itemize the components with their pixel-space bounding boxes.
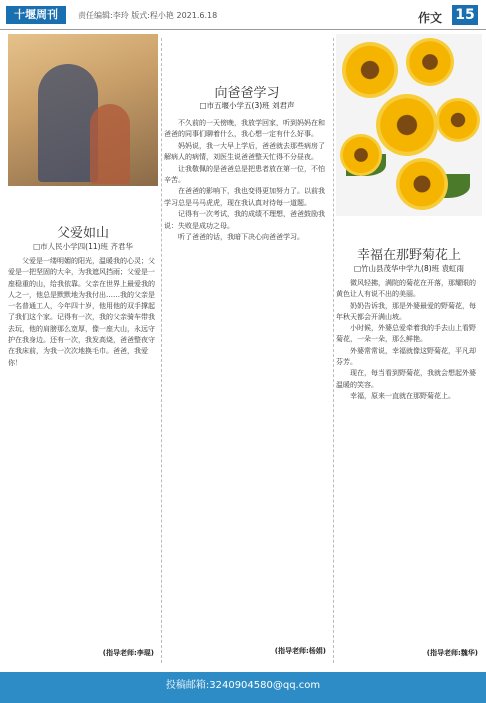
flower (406, 38, 454, 86)
photo-figure-father (38, 64, 98, 182)
article-tutor: (指导老师:李琨) (102, 649, 154, 657)
column-divider (161, 38, 162, 663)
chrysanthemum-photo (336, 34, 482, 216)
paragraph: 现在，每当看到野菊花，我就会想起外婆温暖的笑容。 (336, 369, 476, 389)
photo-figure-child (90, 104, 130, 184)
paragraph: 幸福，原来一直就在那野菊花上。 (350, 391, 455, 400)
article-body (164, 118, 330, 243)
paragraph: 外婆常常说，幸福就像这野菊花，平凡却芬芳。 (336, 346, 476, 367)
paragraph: 记得有一次考试，我的成绩不理想，爸爸鼓励我说：失败是成功之母。 (164, 210, 325, 230)
paragraph: 小时候，外婆总爱牵着我的手去山上看野菊花，一朵一朵，那么鲜艳。 (336, 324, 476, 344)
paragraph: 在爸爸的影响下，我也变得更加努力了。以前我学习总是马马虎虎，现在我认真对待每一道题。 (164, 187, 325, 207)
father-photo (8, 34, 158, 186)
editor-meta: 责任编辑:李玲 版式:程小艳 2021.6.18 (78, 11, 218, 20)
article-title: 向爸爸学习 (214, 86, 280, 101)
paragraph: 听了爸爸的话，我暗下决心向爸爸学习。 (178, 233, 304, 242)
submission-email: 投稿邮箱:3240904580@qq.com (0, 672, 486, 703)
section-title: 作文 (418, 11, 443, 25)
article-right (336, 34, 482, 662)
article-left (8, 34, 158, 662)
paragraph: 微风轻拂，满院的菊花在开落，那耀眼的黄色让人有说不出的美丽。 (336, 279, 476, 299)
flower (436, 98, 480, 142)
article-author: □市五堰小学五(3)班 刘君声 (199, 101, 295, 110)
flower (340, 134, 382, 176)
article-author: □竹山县茂华中学九(8)班 袁虹雨 (353, 264, 465, 273)
paragraph: 奶奶告诉我，那是外婆最爱的野菊花，每年秋天都会开满山坡。 (336, 301, 476, 321)
column-divider (333, 38, 334, 663)
flower (396, 158, 448, 210)
flower (376, 94, 438, 156)
article-title: 父爱如山 (56, 226, 109, 241)
paragraph: 让我敬佩的是爸爸总是把患者放在第一位，不怕辛苦。 (164, 164, 325, 185)
article-author: □市人民小学四(11)班 齐君华 (33, 242, 133, 251)
article-tutor: (指导老师:魏华) (426, 649, 478, 657)
article-tutor: (指导老师:杨娟) (274, 647, 326, 655)
page-number: 15 (452, 5, 478, 25)
flower (342, 42, 398, 98)
article-body: 父爱是一缕明媚的阳光，温暖我的心灵；父爱是一把坚固的大伞，为我遮风挡雨；父爱是一座稳重的山，给我依靠。父亲在世界上最爱我的人之一，他总是默默地为我付出……我的父亲是一名普通工人，今年四十岁，他用他的双手撑起了我们这个家。记得有一次，我的父亲骑车带我去玩，他的肩膀那么宽厚，像一座大山，永远守护在我身边。还有一次，我发高烧，爸爸整夜守在我床前，为我一次次地换毛巾。爸爸，我爱你！ (8, 257, 155, 367)
page-header (0, 0, 486, 30)
article-middle (164, 60, 330, 660)
paragraph: 妈妈说，我一大早上学后，爸爸就去那些病房了解病人的病情，刘医生说爸爸整天忙得不分昼夜。 (164, 141, 325, 162)
article-title: 幸福在那野菊花上 (356, 248, 461, 263)
publication-logo: 十堰周刊 (6, 6, 66, 24)
paragraph: 不久前的一天傍晚，我放学回家，听到妈妈在和爸爸的同事们聊着什么，我心想一定有什么好事。 (164, 119, 325, 139)
article-body (336, 278, 482, 402)
